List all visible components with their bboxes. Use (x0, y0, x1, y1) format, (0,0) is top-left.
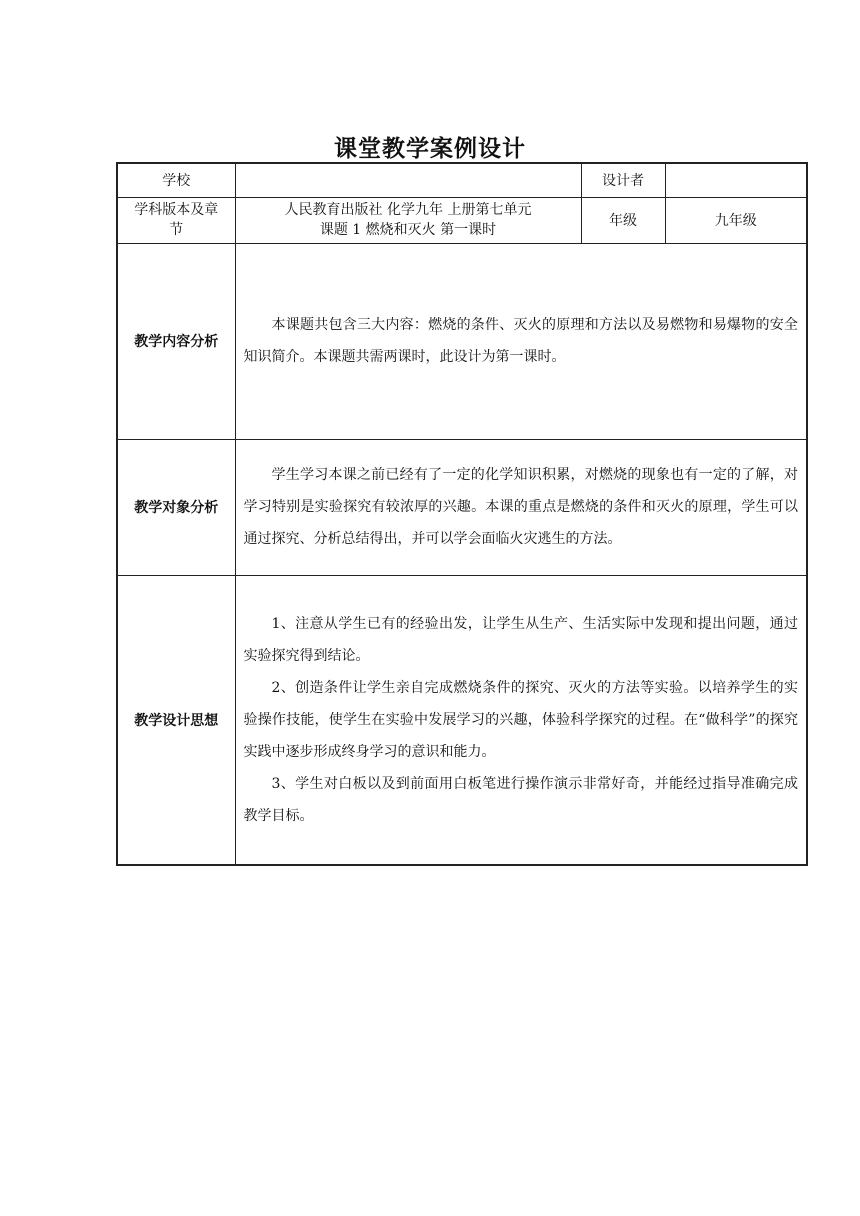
edition-line1: 人民教育出版社 化学九年 上册第七单元 (284, 202, 532, 218)
student-analysis-paragraph: 学生学习本课之前已经有了一定的化学知识积累，对燃烧的现象也有一定的了解，对学习特别是实验探究有较浓厚的兴趣。本课的重点是燃烧的条件和灭火的原理，学生可以通过探究、分析总结得出，并可以学会面临火灾逃生的方法。 (243, 467, 798, 547)
edition-label-line2: 节 (169, 222, 184, 238)
content-analysis-body (235, 243, 807, 439)
designer-value (665, 163, 807, 197)
design-thought-body (235, 575, 807, 865)
grade-label: 年级 (581, 197, 665, 243)
school-label: 学校 (117, 163, 235, 197)
edition-row (117, 197, 807, 243)
lesson-design-table (116, 162, 808, 866)
edition-line2: 课题 1 燃烧和灭火 第一课时 (319, 222, 497, 238)
student-analysis-body (235, 439, 807, 575)
design-thought-paragraph-2: 2、创造条件让学生亲自完成燃烧条件的探究、灭火的方法等实验。以培养学生的实验操作技能，使学生在实验中发展学习的兴趣，体验科学探究的过程。在“做科学”的探究实践中逐步形成终身学习的意识和能力。 (243, 679, 798, 760)
design-thought-row (117, 575, 807, 865)
school-value (235, 163, 581, 197)
design-thought-paragraph-3: 3、学生对白板以及到前面用白板笔进行操作演示非常好奇，并能经过指导准确完成教学目标。 (243, 775, 798, 824)
school-row (117, 163, 807, 197)
content-analysis-row (117, 243, 807, 439)
grade-value: 九年级 (665, 197, 807, 243)
page-title: 课堂教学案例设计 (334, 136, 526, 162)
edition-value (235, 197, 581, 243)
designer-label: 设计者 (581, 163, 665, 197)
content-analysis-paragraph: 本课题共包含三大内容：燃烧的条件、灭火的原理和方法以及易燃物和易爆物的安全知识简介。本课题共需两课时，此设计为第一课时。 (243, 317, 798, 365)
student-analysis-label: 教学对象分析 (117, 439, 235, 575)
edition-label (117, 197, 235, 243)
design-thought-paragraph-1: 1、注意从学生已有的经验出发，让学生从生产、生活实际中发现和提出问题，通过实验探究得到结论。 (243, 615, 798, 664)
design-thought-label: 教学设计思想 (117, 575, 235, 865)
student-analysis-row (117, 439, 807, 575)
edition-label-line1: 学科版本及章 (134, 202, 219, 218)
content-analysis-label: 教学内容分析 (117, 243, 235, 439)
